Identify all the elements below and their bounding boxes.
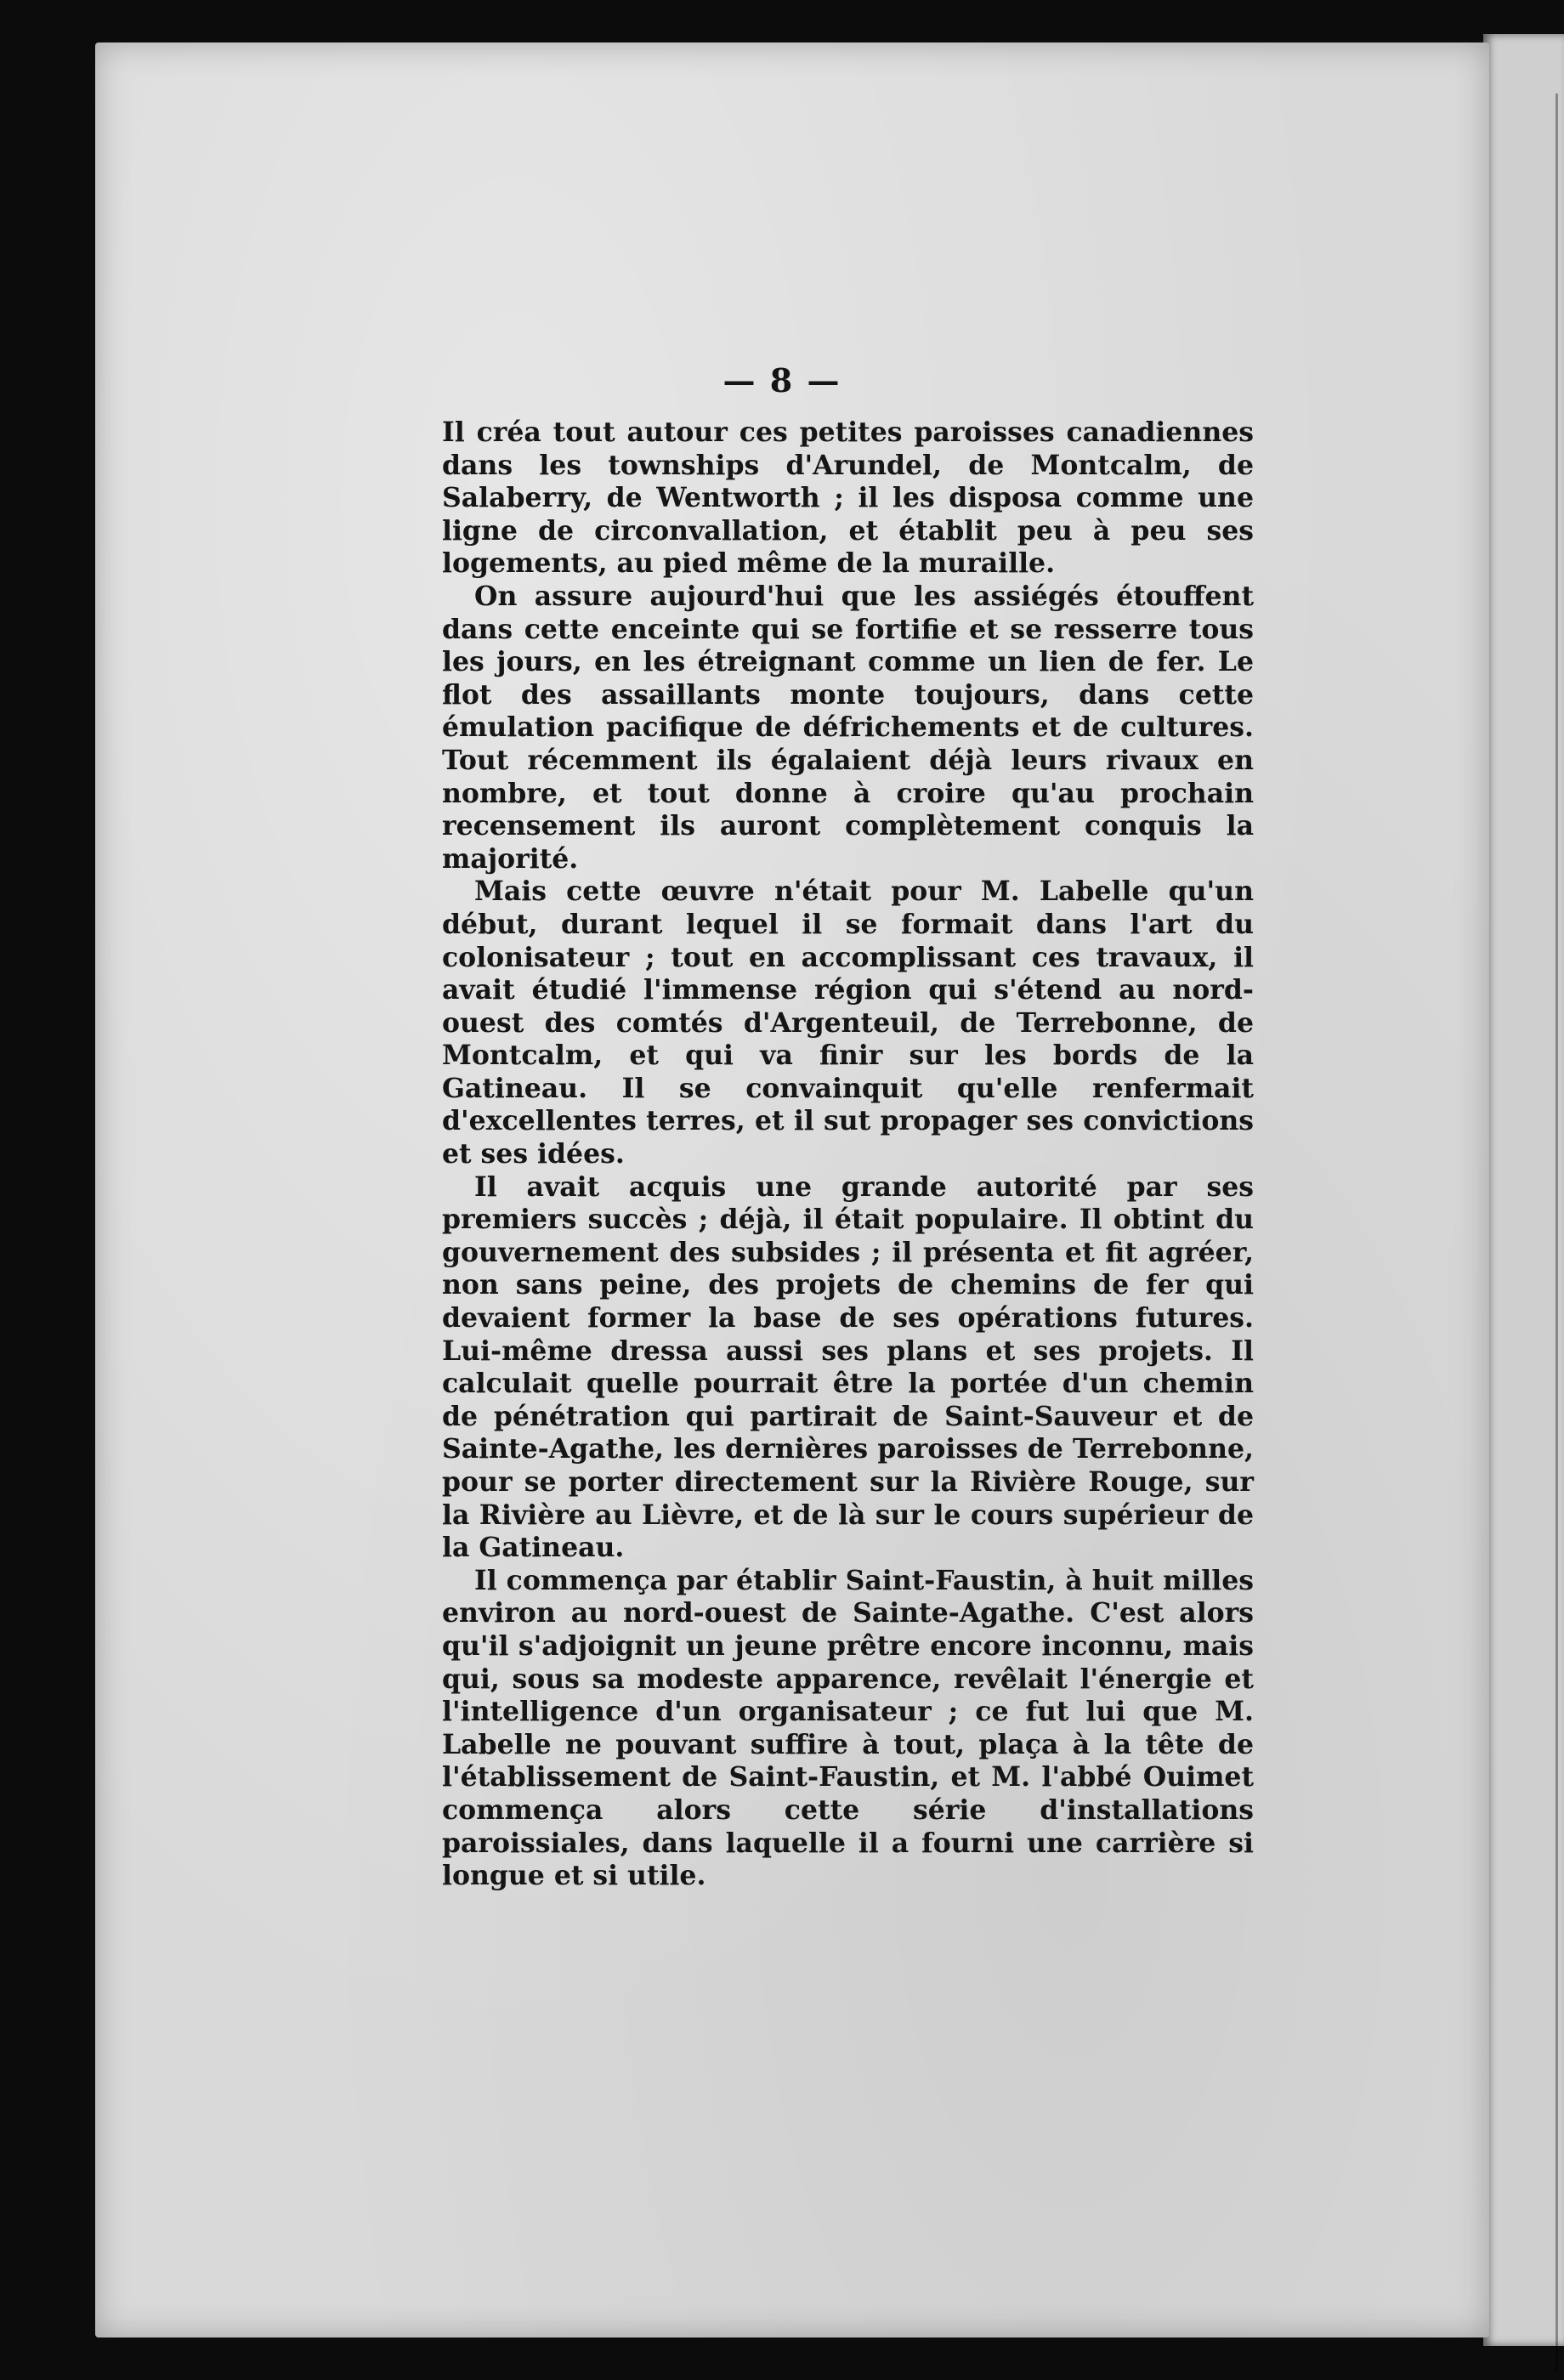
page-crease (1556, 94, 1558, 2372)
paragraph-1: Il créa tout autour ces petites paroisses canadiennes dans les townships d'Arundel, de Montcalm, de Salaberry, de Wentworth ; il les disposa comme une ligne de circonvallation, et établit peu à peu ses logements, au pied même de la muraille. (442, 416, 1254, 580)
paragraph-5: Il commença par établir Saint-Faustin, à huit milles environ au nord-ouest de Sainte-Agathe. C'est alors qu'il s'adjoignit un jeune prêtre encore inconnu, mais qui, sous sa modeste apparence, revêlait l'énergie et l'intelligence d'un organisateur ; ce fut lui que M. Labelle ne pouvant suffire à tout, plaça à la tête de l'établissement de Saint-Faustin, et M. l'abbé Ouimet commença alors cette série d'installations paroissiales, dans laquelle il a fourni une carrière si longue et si utile. (442, 1564, 1254, 1892)
paragraph-2: On assure aujourd'hui que les assiégés étouffent dans cette enceinte qui se fortifie et se resserre tous les jours, en les étreignant comme un lien de fer. Le flot des assaillants monte toujours, dans cette émulation pacifique de défrichements et de cultures. Tout récemment ils égalaient déjà leurs rivaux en nombre, et tout donne à croire qu'au prochain recensement ils auront complètement conquis la majorité. (442, 580, 1254, 875)
paragraph-4: Il avait acquis une grande autorité par ses premiers succès ; déjà, il était populaire. Il obtint du gouvernement des subsides ; il présenta et fit agréer, non sans peine, des projets de chemins de fer qui devaient former la base de ses opérations futures. Lui-même dressa aussi ses plans et ses projets. Il calculait quelle pourrait être la portée d'un chemin de pénétration qui partirait de Saint-Sauveur et de Sainte-Agathe, les dernières paroisses de Terrebonne, pour se porter directement sur la Rivière Rouge, sur la Rivière au Lièvre, et de là sur le cours supérieur de la Gatineau. (442, 1170, 1254, 1564)
body-text (442, 416, 1254, 1893)
page-number: — 8 — (722, 361, 842, 400)
paragraph-3: Mais cette œuvre n'était pour M. Labelle qu'un début, durant lequel il se formait dans l'art du colonisateur ; tout en accomplissant ces travaux, il avait étudié l'immense région qui s'étend au nord-ouest des comtés d'Argenteuil, de Terrebonne, de Montcalm, et qui va finir sur les bords de la Gatineau. Il se convainquit qu'elle renfermait d'excellentes terres, et il sut propager ses convictions et ses idées. (442, 876, 1254, 1170)
